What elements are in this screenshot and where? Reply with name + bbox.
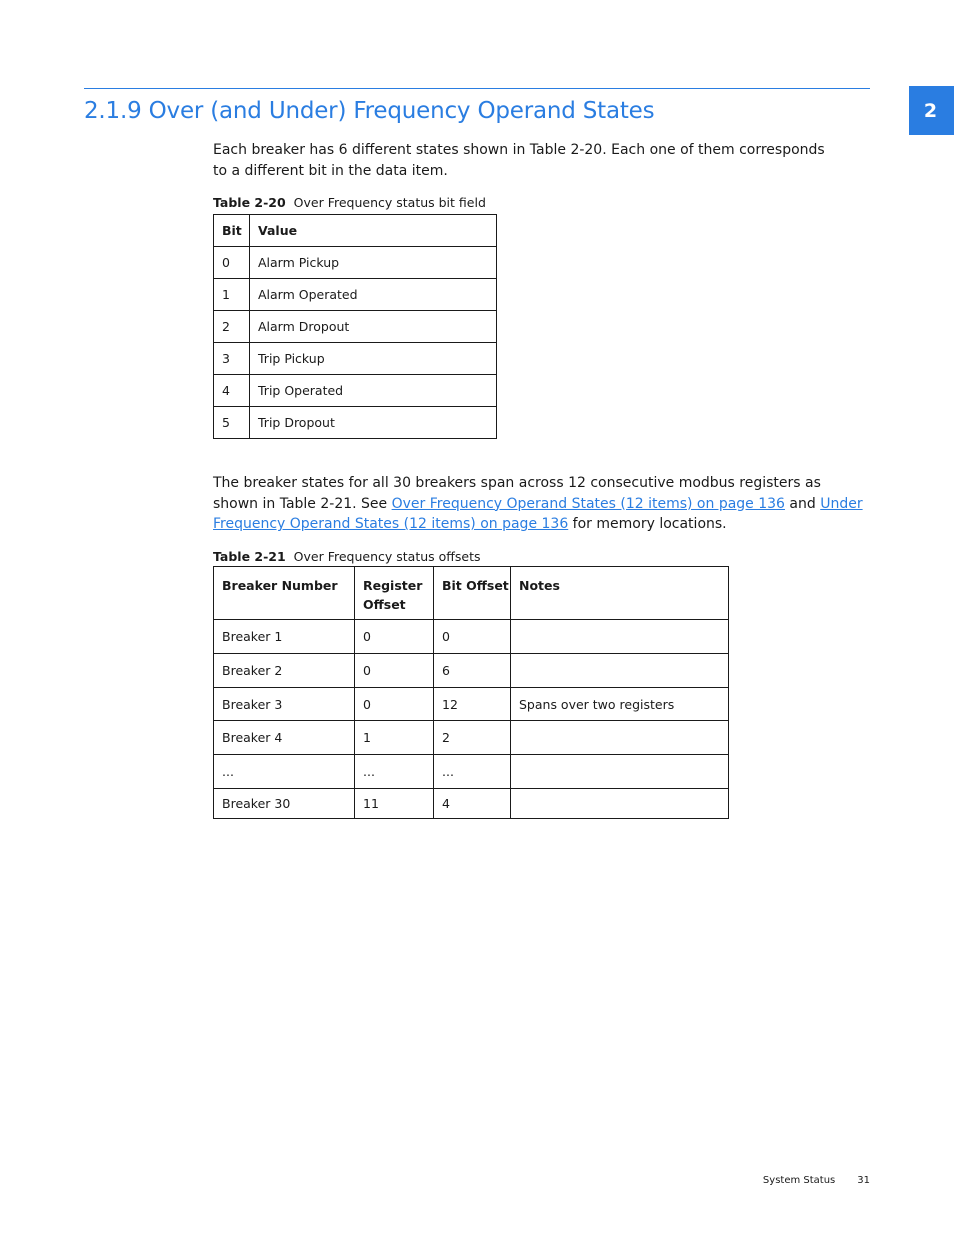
cell-notes <box>511 654 729 688</box>
cell-breaker: ... <box>214 755 355 789</box>
caption-text: Over Frequency status offsets <box>293 549 481 564</box>
caption-text: Over Frequency status bit field <box>293 195 486 210</box>
cell-value: Trip Operated <box>250 375 497 407</box>
table-row <box>214 721 729 755</box>
page-number: 31 <box>857 1175 870 1186</box>
cell-breaker: Breaker 4 <box>214 721 355 755</box>
table-row <box>214 755 729 789</box>
cell-bit-offset: 2 <box>434 721 511 755</box>
cell-register-offset: 0 <box>355 654 434 688</box>
cell-breaker: Breaker 3 <box>214 688 355 721</box>
over-frequency-link[interactable]: Over Frequency Operand States (12 items) on page 136 <box>391 495 785 512</box>
cell-bit-offset: 6 <box>434 654 511 688</box>
paragraph-text: The breaker states for all 30 breakers span across 12 consecutive modbus registers as shown in Table 2-21. See <box>213 475 821 512</box>
intro-paragraph: Each breaker has 6 different states shown in Table 2-20. Each one of them corresponds to a different bit in the data item. <box>213 142 825 179</box>
table-header-row <box>214 215 497 247</box>
cell-register-offset: 1 <box>355 721 434 755</box>
cell-register-offset: ... <box>355 755 434 789</box>
table-row <box>214 343 497 375</box>
paragraph-text: and <box>784 495 821 512</box>
table-row <box>214 407 497 439</box>
caption-label: Table 2-20 <box>213 195 286 210</box>
table-2-20 <box>213 214 497 439</box>
column-header-bit: Bit <box>214 215 250 247</box>
table-row <box>214 247 497 279</box>
cell-bit: 4 <box>214 375 250 407</box>
cell-bit-offset: 12 <box>434 688 511 721</box>
section-heading: 2.1.9 Over (and Under) Frequency Operand States <box>84 98 655 124</box>
under-frequency-link[interactable]: Under Frequency Operand States (12 items) on page 136 <box>213 495 863 532</box>
table-row <box>214 688 729 721</box>
cell-breaker: Breaker 1 <box>214 620 355 654</box>
breaker-states-paragraph <box>213 473 863 535</box>
table-2-21 <box>213 566 729 819</box>
cell-notes <box>511 620 729 654</box>
column-header-value: Value <box>250 215 497 247</box>
cell-bit: 5 <box>214 407 250 439</box>
cell-value: Alarm Pickup <box>250 247 497 279</box>
chapter-tab: 2 <box>909 86 954 135</box>
page-footer <box>740 1175 870 1186</box>
cell-value: Trip Dropout <box>250 407 497 439</box>
cell-register-offset: 0 <box>355 688 434 721</box>
table-row <box>214 311 497 343</box>
cell-value: Alarm Operated <box>250 279 497 311</box>
table-row <box>214 279 497 311</box>
caption-label: Table 2-21 <box>213 549 286 564</box>
cell-notes <box>511 721 729 755</box>
table-row <box>214 789 729 819</box>
footer-section-title: System Status <box>762 1175 836 1186</box>
cell-register-offset: 11 <box>355 789 434 819</box>
cell-register-offset: 0 <box>355 620 434 654</box>
table-row <box>214 654 729 688</box>
table-row <box>214 375 497 407</box>
cell-notes <box>511 755 729 789</box>
cell-bit-offset: ... <box>434 755 511 789</box>
cell-value: Alarm Dropout <box>250 311 497 343</box>
cell-notes <box>511 789 729 819</box>
cell-notes: Spans over two registers <box>511 688 729 721</box>
column-header-breaker-number: Breaker Number <box>214 567 355 620</box>
column-header-register-offset: Register Offset <box>355 567 434 620</box>
column-header-bit-offset: Bit Offset <box>434 567 511 620</box>
paragraph-text: for memory locations. <box>568 516 727 532</box>
cell-bit: 1 <box>214 279 250 311</box>
cell-value: Trip Pickup <box>250 343 497 375</box>
table-row <box>214 620 729 654</box>
cell-bit-offset: 4 <box>434 789 511 819</box>
column-header-notes: Notes <box>511 567 729 620</box>
cell-bit-offset: 0 <box>434 620 511 654</box>
cell-bit: 0 <box>214 247 250 279</box>
heading-rule <box>84 88 870 89</box>
cell-bit: 2 <box>214 311 250 343</box>
cell-breaker: Breaker 30 <box>214 789 355 819</box>
cell-breaker: Breaker 2 <box>214 654 355 688</box>
table-2-21-caption <box>213 549 481 564</box>
cell-bit: 3 <box>214 343 250 375</box>
table-header-row <box>214 567 729 620</box>
table-2-20-caption <box>213 195 486 210</box>
